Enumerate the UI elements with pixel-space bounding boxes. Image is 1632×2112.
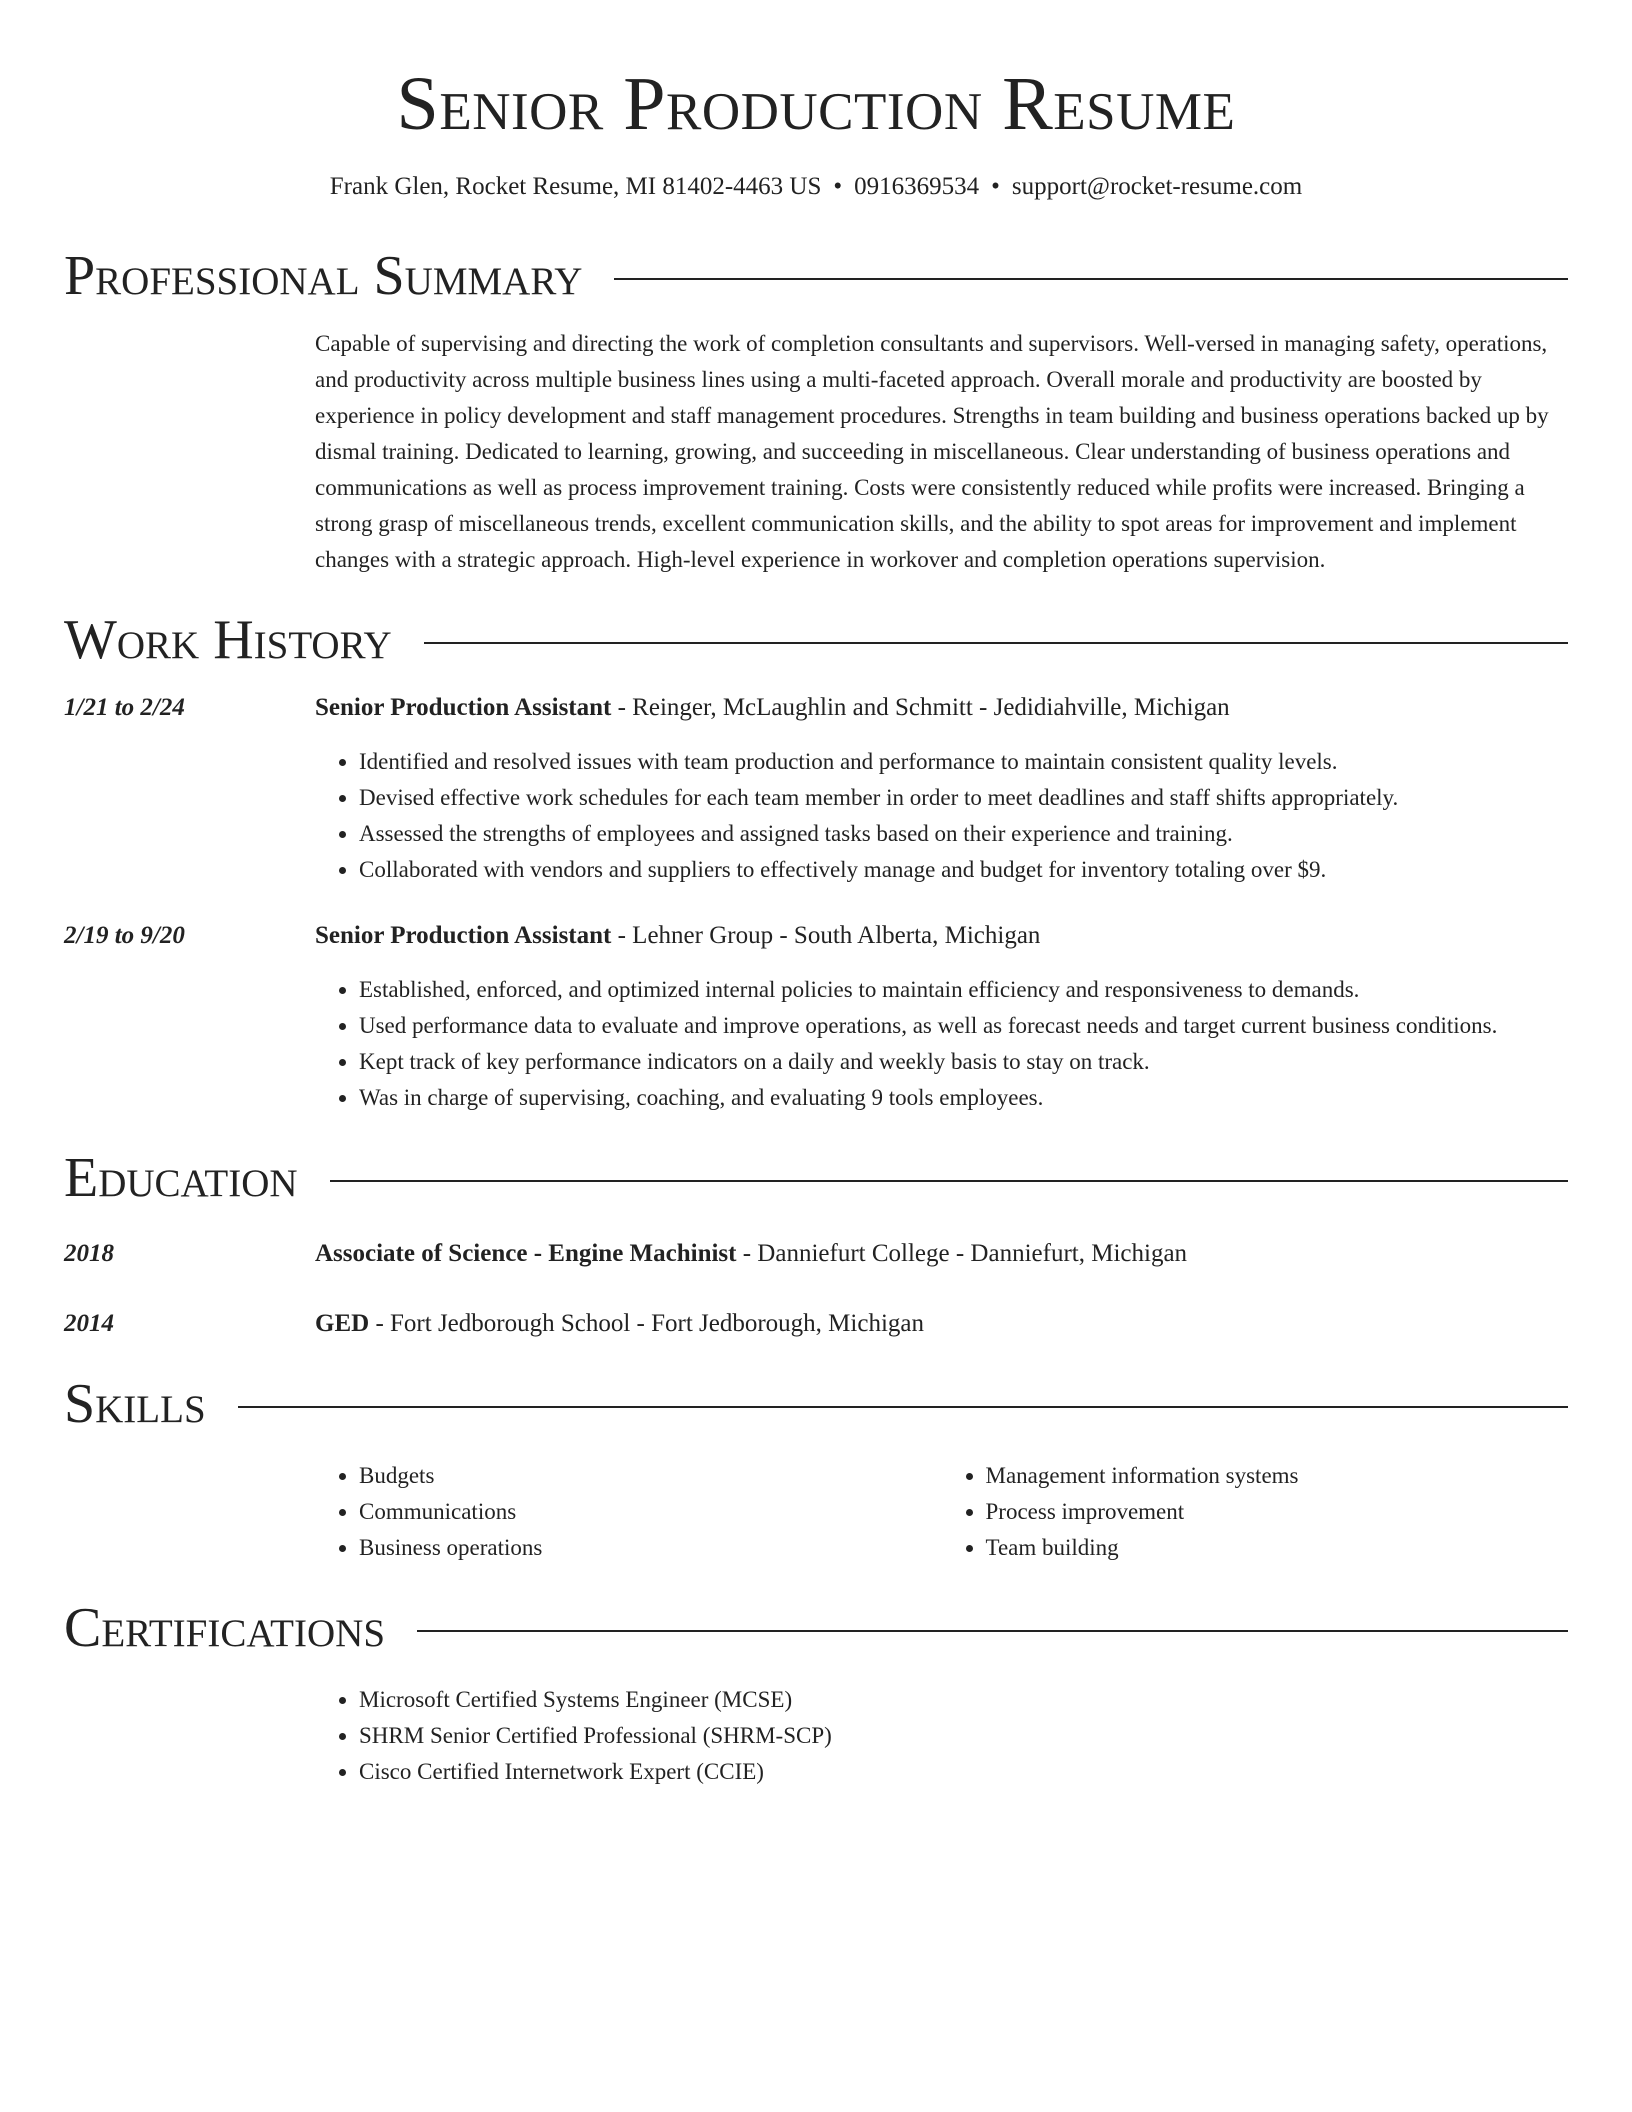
education-section-header (64, 1146, 1568, 1210)
list-item: • Was in charge of supervising, coaching, and evaluating 9 tools employees. (359, 1080, 1568, 1116)
contact-phone: 0916369534 (854, 173, 980, 200)
education-details: - Danniefurt College - Danniefurt, Michigan (736, 1240, 1188, 1267)
list-item: • Used performance data to evaluate and improve operations, as well as forecast needs and target current business conditions. (359, 1008, 1568, 1044)
education-degree: GED (315, 1310, 370, 1337)
section-divider (238, 1406, 1568, 1408)
list-item: • Microsoft Certified Systems Engineer (MCSE) (359, 1682, 1568, 1718)
skills-list (315, 1458, 1568, 1566)
skills-heading: Skills (64, 1373, 206, 1435)
job-dates: 2/19 to 9/20 (64, 922, 185, 949)
resume-title: Senior Production Resume (396, 62, 1236, 146)
section-divider (424, 642, 1568, 644)
job-body (315, 918, 1568, 1116)
job-title: Senior Production Assistant (315, 922, 612, 949)
contact-separator: • (991, 173, 1000, 200)
contact-separator: • (833, 173, 843, 200)
summary-text: Capable of supervising and directing the work of completion consultants and supervisors. Well-versed in managing safety, operations, and productivity across multiple business lines using a multi-faceted approach. Overall morale and productivity are boosted by experience in policy development and staff management procedures. Strengths in team building and business operations backed up by dismal training. Dedicated to learning, growing, and succeeding in miscellaneous. Clear understanding of business operations and communications as well as process improvement training. Costs were consistently reduced while profits were increased. Bringing a strong grasp of miscellaneous trends, excellent communication skills, and the ability to spot areas for improvement and implement changes with a strategic approach. High-level experience in workover and completion operations supervision. (315, 331, 1549, 572)
job-body (315, 690, 1568, 888)
job-entry (64, 690, 1568, 888)
contact-address: Frank Glen, Rocket Resume, MI 81402-4463 US (329, 173, 822, 200)
education-degree: Associate of Science - Engine Machinist (315, 1240, 737, 1267)
list-item: • Process improvement (986, 1494, 1569, 1530)
summary-heading: Professional Summary (64, 245, 583, 307)
section-divider (614, 278, 1568, 280)
education-heading: Education (64, 1147, 298, 1209)
job-title: Senior Production Assistant (315, 694, 612, 721)
list-item: • Kept track of key performance indicators on a daily and weekly basis to stay on track. (359, 1044, 1568, 1080)
job-details: - Lehner Group - South Alberta, Michigan (611, 922, 1041, 949)
skills-section-header (64, 1372, 1568, 1436)
section-divider (417, 1630, 1568, 1632)
list-item: • Established, enforced, and optimized internal policies to maintain efficiency and responsiveness to demands. (359, 972, 1568, 1008)
skills-column-left (315, 1458, 942, 1566)
education-year: 2018 (64, 1240, 114, 1267)
education-details: - Fort Jedborough School - Fort Jedborough, Michigan (369, 1310, 924, 1337)
list-item: • Business operations (359, 1530, 942, 1566)
education-headline (315, 1236, 1568, 1272)
list-item: • SHRM Senior Certified Professional (SHRM-SCP) (359, 1718, 1568, 1754)
job-entry (64, 918, 1568, 1116)
job-details: - Reinger, McLaughlin and Schmitt - Jedidiahville, Michigan (611, 694, 1230, 721)
certifications-list (315, 1682, 1568, 1790)
certifications-heading: Certifications (64, 1597, 386, 1659)
list-item: • Communications (359, 1494, 942, 1530)
certifications-items (315, 1682, 1568, 1790)
job-headline (315, 918, 1568, 954)
education-headline (315, 1306, 1568, 1342)
education-year: 2014 (64, 1310, 114, 1337)
list-item: • Collaborated with vendors and suppliers to effectively manage and budget for inventory totaling over $9. (359, 852, 1568, 888)
work-heading: Work History (64, 609, 392, 671)
education-body (315, 1306, 1568, 1342)
job-dates: 1/21 to 2/24 (64, 694, 185, 721)
education-entry (64, 1236, 1568, 1272)
list-item: • Cisco Certified Internetwork Expert (CCIE) (359, 1754, 1568, 1790)
contact-email: support@rocket-resume.com (1011, 173, 1303, 200)
education-entry (64, 1306, 1568, 1342)
job-bullets (315, 744, 1568, 888)
skills-column-right (942, 1458, 1569, 1566)
list-item: • Assessed the strengths of employees and assigned tasks based on their experience and training. (359, 816, 1568, 852)
education-body (315, 1236, 1568, 1272)
job-headline (315, 690, 1568, 726)
list-item: • Identified and resolved issues with team production and performance to maintain consistent quality levels. (359, 744, 1568, 780)
summary-section-header (64, 244, 1568, 308)
list-item: • Budgets (359, 1458, 942, 1494)
certifications-section-header (64, 1596, 1568, 1660)
list-item: • Devised effective work schedules for each team member in order to meet deadlines and staff shifts appropriately. (359, 780, 1568, 816)
section-divider (330, 1180, 1568, 1182)
list-item: • Team building (986, 1530, 1569, 1566)
list-item: • Management information systems (986, 1458, 1569, 1494)
job-bullets (315, 972, 1568, 1116)
contact-line (64, 170, 1568, 204)
work-section-header (64, 608, 1568, 672)
